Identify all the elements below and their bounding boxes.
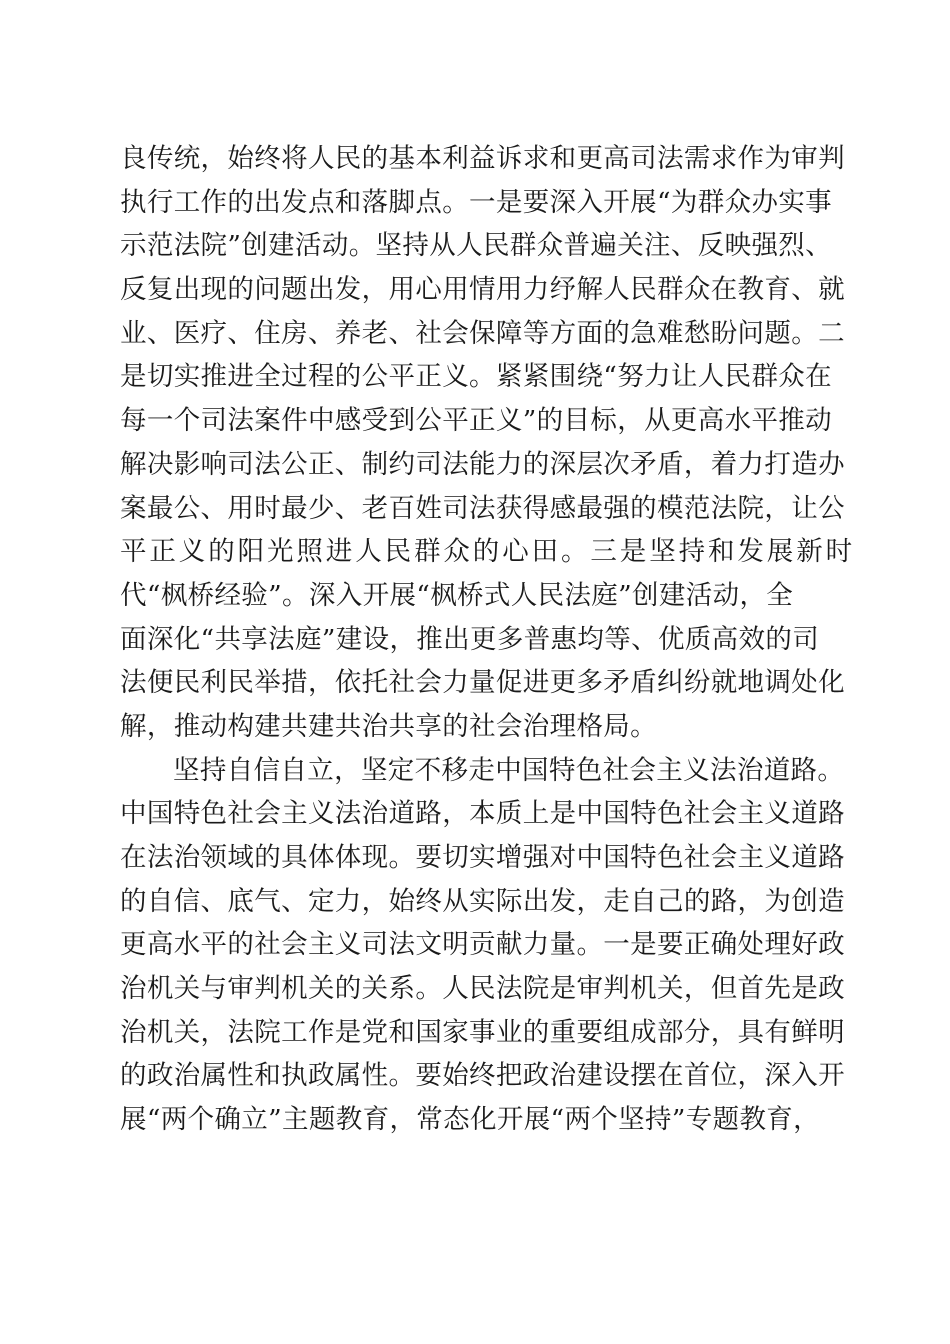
text-line: 案最公、用时最少、老百姓司法获得感最强的模范法院，让公 [120, 492, 845, 524]
text-line: 更高水平的社会主义司法文明贡献力量。一是要正确处理好政 [120, 929, 845, 961]
text-line: 法便民利民举措，依托社会力量促进更多矛盾纠纷就地调处化 [120, 667, 845, 699]
text-line: 解决影响司法公正、制约司法能力的深层次矛盾，着力打造办 [120, 448, 845, 480]
text-line: 治机关，法院工作是党和国家事业的重要组成部分，具有鲜明 [120, 1016, 845, 1048]
text-line: 的自信、底气、定力，始终从实际出发，走自己的路，为创造 [120, 885, 845, 917]
text-line: 每一个司法案件中感受到公平正义”的目标，从更高水平推动 [120, 405, 832, 437]
text-line: 面深化“共享法庭”建设，推出更多普惠均等、优质高效的司 [120, 623, 820, 655]
text-line: 良传统，始终将人民的基本利益诉求和更高司法需求作为审判 [120, 143, 845, 174]
text-line: 解，推动构建共建共治共享的社会治理格局。 [120, 710, 657, 742]
text-line: 展“两个确立”主题教育，常态化开展“两个坚持”专题教育， [120, 1104, 820, 1136]
text-line: 中国特色社会主义法治道路，本质上是中国特色社会主义道路 [120, 798, 845, 830]
text-line: 平正义的阳光照进人民群众的心田。三是坚持和发展新时 [120, 536, 855, 568]
text-line: 的政治属性和执政属性。要始终把政治建设摆在首位，深入开 [120, 1060, 845, 1092]
text-line: 示范法院”创建活动。坚持从人民群众普遍关注、反映强烈、 [120, 230, 832, 262]
text-line: 代“枫桥经验”。深入开展“枫桥式人民法庭”创建活动，全 [120, 579, 794, 611]
paragraph-heading-line: 坚持自信自立，坚定不移走中国特色社会主义法治道路。 [173, 754, 845, 786]
text-line: 在法治领域的具体体现。要切实增强对中国特色社会主义道路 [120, 842, 845, 873]
text-line: 治机关与审判机关的关系。人民法院是审判机关，但首先是政 [120, 973, 845, 1005]
body-text [120, 137, 855, 1142]
text-line: 是切实推进全过程的公平正义。紧紧围绕“努力让人民群众在 [120, 361, 832, 393]
text-line: 执行工作的出发点和落脚点。一是要深入开展“为群众办实事 [120, 186, 832, 218]
text-line: 业、医疗、住房、养老、社会保障等方面的急难愁盼问题。二 [120, 317, 845, 349]
text-line: 反复出现的问题出发，用心用情用力纾解人民群众在教育、就 [120, 274, 845, 306]
